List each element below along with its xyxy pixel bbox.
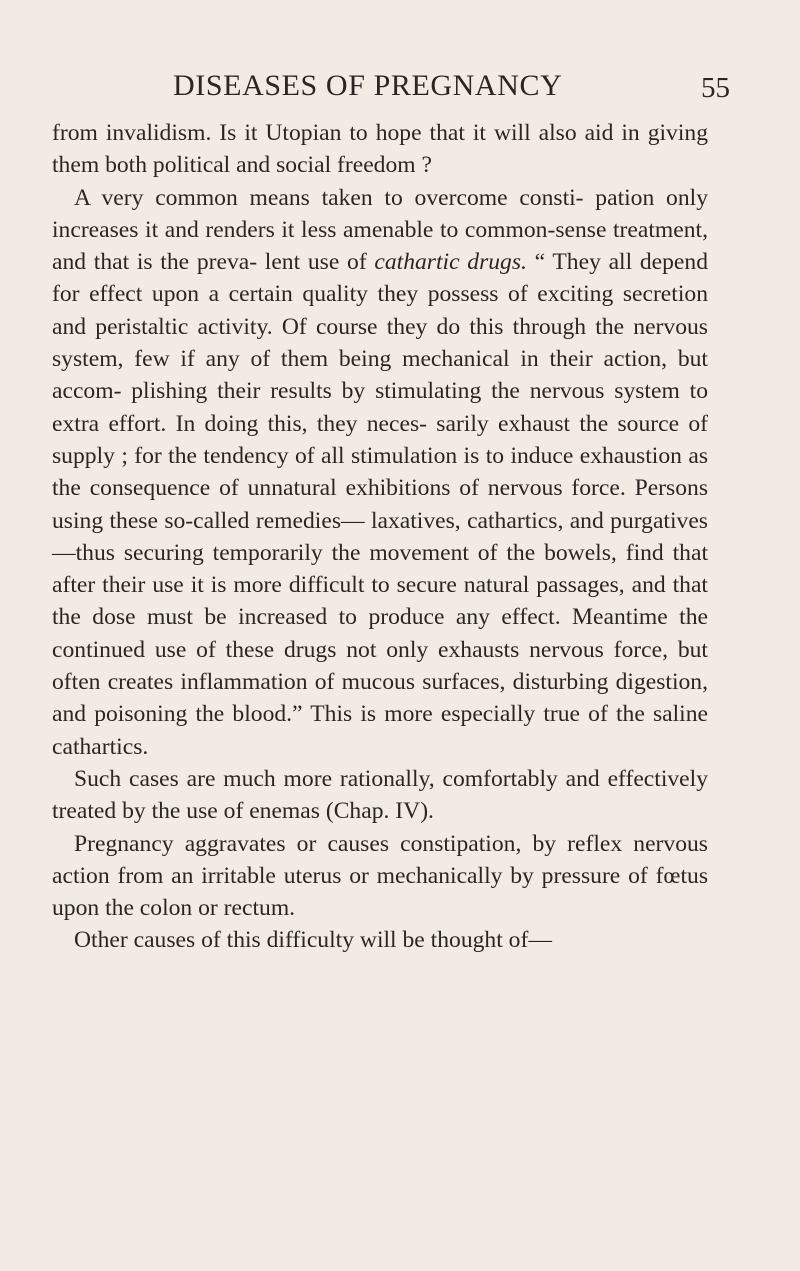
paragraph-3: [52, 763, 708, 828]
paragraph-2-italic: cathartic drugs.: [374, 249, 527, 276]
paragraph-1: [52, 117, 708, 182]
paragraph-3-text: Such cases are much more rationally, comfortably and effectively treated by the use of enemas (Chap. IV).: [52, 765, 708, 825]
paragraph-4-text: Pregnancy aggravates or causes constipation, by reflex nervous action from an irritable uterus or mechanically by pressure of fœtus upon the colon or rectum.: [52, 830, 708, 922]
paragraph-5-text: Other causes of this difficulty will be thought of—: [74, 927, 552, 954]
paragraph-4: [52, 828, 708, 925]
paragraph-5: [52, 924, 708, 956]
paragraph-1-text: from invalidism. Is it Utopian to hope that it will also aid in giving them both political and social freedom ?: [52, 120, 708, 179]
running-head: DISEASES OF PREGNANCY: [173, 69, 563, 102]
paragraph-2-text-start: A very common means taken to overcome consti- pation only increases it and renders it less amenable to common-sense treatment, and that is the preva- lent use of: [52, 184, 708, 276]
paragraph-2-text-end: “ They all depend for effect upon a certain quality they possess of exciting secretion and peristaltic activity. Of course they do this through the nervous system, few if any of them being mechanical in their action, but accom- plishing their results by stimulating the nervous system to extra effort. In doing this, they neces- sarily exhaust the source of supply ; for the tendency of all stimulation is to induce exhaustion as the consequence of unnatural exhibitions of nervous force. Persons using these so-called remedies— laxatives, cathartics, and purgatives—thus securing temporarily the movement of the bowels, find that after their use it is more difficult to secure natural passages, and that the dose must be increased to produce any effect. Meantime the continued use of these drugs not only exhausts nervous force, but often creates inflammation of mucous surfaces, disturbing digestion, and poisoning the blood.” This is more especially true of the saline cathartics.: [52, 249, 708, 760]
page-number: 55: [701, 72, 730, 104]
paragraph-2: [52, 182, 708, 763]
body-text: [52, 117, 708, 957]
page-header: [52, 66, 730, 114]
